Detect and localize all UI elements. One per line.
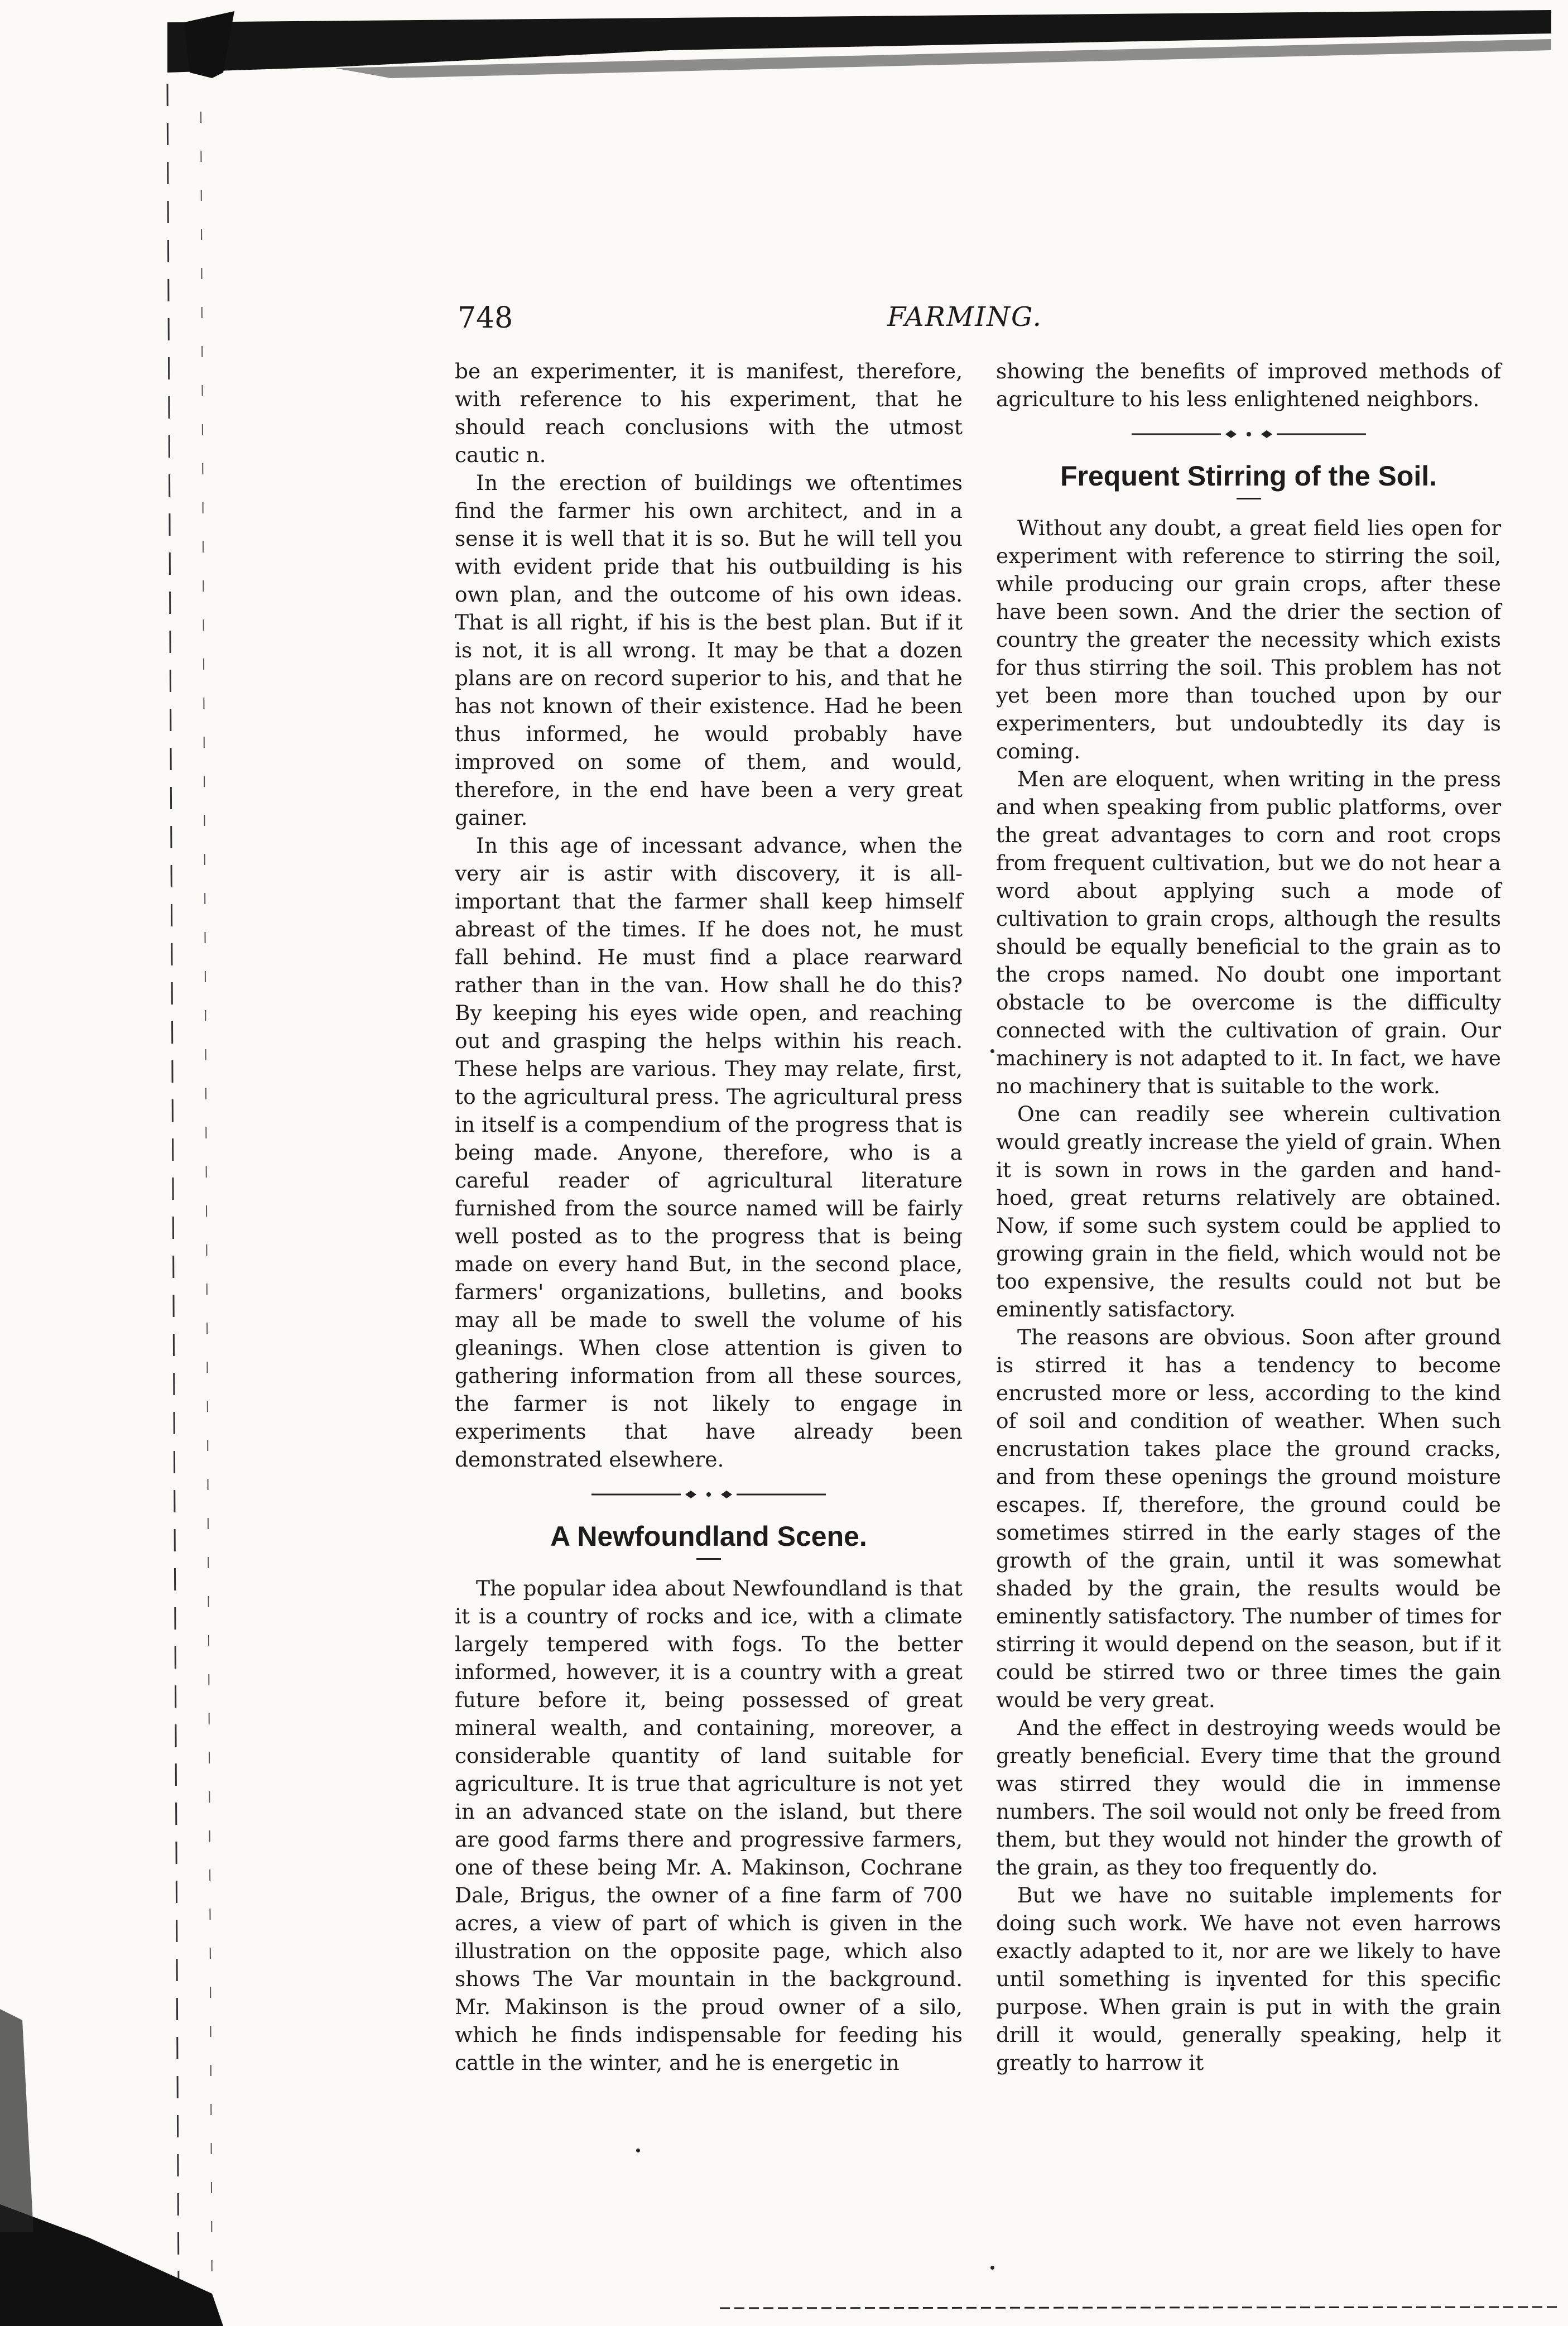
right-column <box>996 357 1501 2077</box>
article-title: Frequent Stirring of the Soil. <box>1060 460 1437 492</box>
scan-bottom-edge <box>720 2301 1557 2315</box>
paragraph: Men are eloquent, when writing in the press and when speaking from public platforms, over the great advantages to corn and root crops from frequent cultivation, but we do not hear a word about applying such a mode of cultivation to grain crops, although the results should be equally beneficial to the grain as to the crops named. No doubt one important obstacle to be overcome is the difficulty connected with the cultivation of grain. Our machinery is not adapted to it. In fact, we have no machinery that is suitable to the work. <box>996 767 1501 1098</box>
title-rule <box>1237 498 1261 499</box>
page-number: 748 <box>458 301 513 335</box>
scan-speck <box>636 2149 640 2152</box>
section-divider <box>1132 429 1366 440</box>
paragraph: The reasons are obvious. Soon after ground is stirred it has a tendency to become encrusted more or less, according to the kind of soil and condition of weather. When such encrustation takes place the ground cracks, and from these openings the ground moisture escapes. If, therefore, the ground could be sometimes stirred in the early stages of the growth of the grain, until it was somewhat shaded by the grain, the results would be eminently satisfactory. The number of times for stirring it would depend on the season, but if it could be stirred two or three times the gain would be very great. <box>996 1325 1501 1712</box>
scan-top-edge <box>167 6 1551 89</box>
scan-speck <box>990 1049 994 1053</box>
paragraph: be an experimenter, it is manifest, therefore, with reference to his experiment, that he should reach conclusions with the utmost cautic n. <box>455 359 963 467</box>
paragraph: In this age of incessant advance, when the very air is astir with discovery, it is all-important that the farmer shall keep himself abreast of the times. If he does not, he must fall behind. He must find a place rearward rather than in the van. How shall he do this? By keeping his eyes wide open, and reaching out and grasping the helps within his reach. These helps are various. They may relate, first, to the agricultural press. The agricultural press in itself is a compendium of the progress that is being made. Anyone, therefore, who is a careful reader of agricultural literature furnished from the source named will be fairly well posted as to the progress that is being made on every hand But, in the second place, farmers' organizations, bulletins, and books may all be made to swell the volume of his gleanings. When close attention is given to gathering information from all these sources, the farmer is not likely to engage in experiments that have already been demonstrated elsewhere. <box>455 833 963 1472</box>
paragraph: In the erection of buildings we oftentimes find the farmer his own architect, and in a sense it is well that it is so. But he will tell you with evident pride that his outbuilding is his own plan, and the outcome of his own ideas. That is all right, if his is the best plan. But if it is not, it is all wrong. It may be that a dozen plans are on record superior to his, and that he has not known of their existence. Had he been thus informed, he would probably have improved on some of them, and would, therefore, in the end have been a very great gainer. <box>455 470 963 830</box>
paragraph: But we have no suitable implements for doing such work. We have not even harrows exactly adapted to it, nor are we likely to have until something is invented for this specific purpose. When grain is put in with the grain drill it would, generally speaking, help it greatly to harrow it <box>996 1883 1501 2075</box>
section-divider <box>591 1489 826 1500</box>
paragraph: Without any doubt, a great field lies open for experiment with reference to stirring the soil, while producing our grain crops, after these have been sown. And the drier the section of country the greater the necessity which exists for thus stirring the soil. This problem has not yet been more than touched upon by our experimenters, but undoubtedly its day is coming. <box>996 516 1501 763</box>
paragraph: One can readily see wherein cultivation would greatly increase the yield of grain. When it is sown in rows in the garden and hand-hoed, great returns relatively are obtained. Now, if some such system could be applied to growing grain in the field, which would not be too expensive, the results could not but be eminently satisfactory. <box>996 1102 1501 1321</box>
article-title: A Newfoundland Scene. <box>550 1521 867 1552</box>
title-rule <box>696 1558 721 1560</box>
scan-speck <box>990 2266 994 2270</box>
scan-binding-shadow <box>0 0 268 2326</box>
paragraph: showing the benefits of improved methods of agriculture to his less enlightened neighbors. <box>996 359 1501 411</box>
paragraph: And the effect in destroying weeds would be greatly beneficial. Every time that the ground was stirred they would die in immense numbers. The soil would not only be freed from them, but they would not hinder the growth of the grain, as they too frequently do. <box>996 1715 1501 1880</box>
left-column <box>455 357 963 2077</box>
running-head: FARMING. <box>887 301 1042 333</box>
paragraph: The popular idea about Newfoundland is that it is a country of rocks and ice, with a climate largely tempered with fogs. To the better informed, however, it is a country with a great future before it, being possessed of great mineral wealth, and containing, moreover, a considerable quantity of land suitable for agriculture. It is true that agriculture is not yet in an advanced state on the island, but there are good farms there and progressive farmers, one of these being Mr. A. Makinson, Cochrane Dale, Brigus, the owner of a fine farm of 700 acres, a view of part of which is given in the illustration on the opposite page, which also shows The Var mountain in the background. Mr. Makinson is the proud owner of a silo, which he finds indispensable for feeding his cattle in the winter, and he is energetic in <box>455 1576 963 2075</box>
